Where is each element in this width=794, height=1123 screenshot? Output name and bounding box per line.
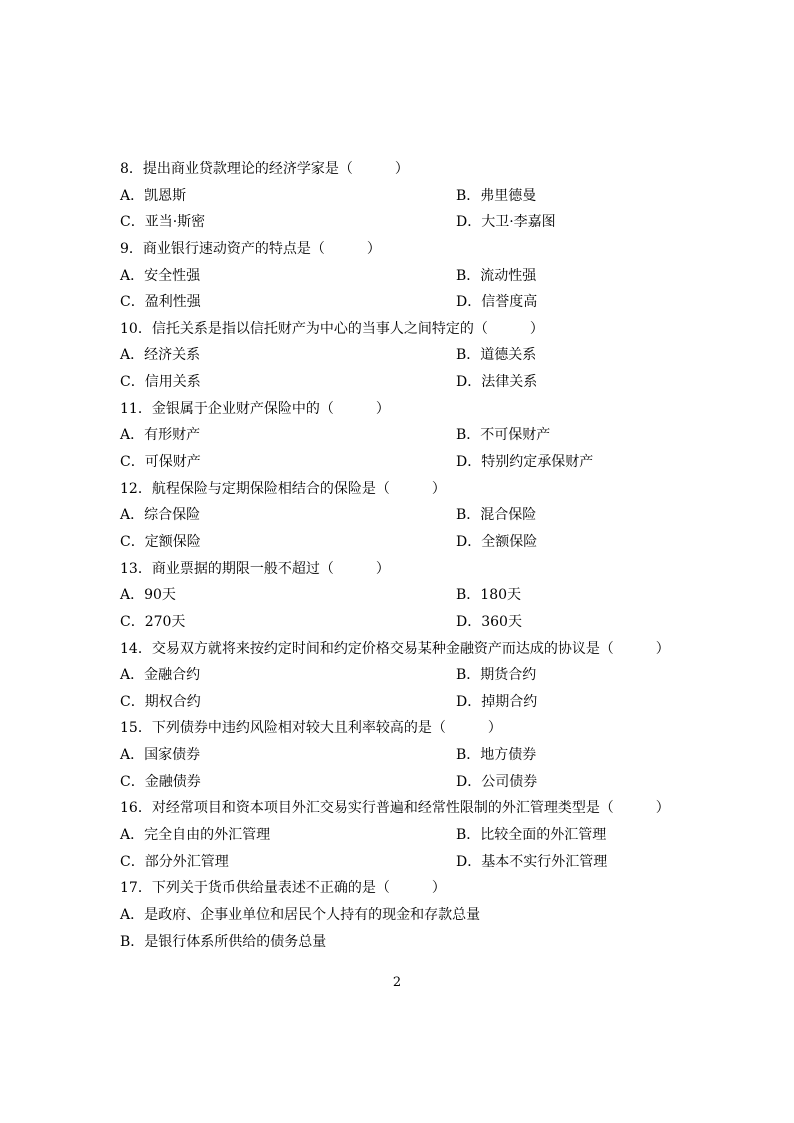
option-c: C．信用关系 <box>120 374 201 391</box>
option-row <box>120 849 680 876</box>
option-row <box>120 529 680 556</box>
option-b: B．混合保险 <box>456 507 537 524</box>
question-stem: 16．对经常项目和资本项目外汇交易实行普遍和经常性限制的外汇管理类型是（ ） <box>120 800 670 817</box>
option-row <box>120 183 680 210</box>
option-row <box>120 822 680 849</box>
question-stem: 17．下列关于货币供给量表述不正确的是（ ） <box>120 880 446 897</box>
option-d: D．特别约定承保财产 <box>456 454 594 471</box>
option-row <box>120 342 680 369</box>
option-c: C．部分外汇管理 <box>120 853 229 870</box>
option-row <box>120 609 680 636</box>
option-c: C．定额保险 <box>120 533 201 550</box>
question-stem: 10．信托关系是指以信托财产为中心的当事人之间特定的（ ） <box>120 320 544 337</box>
option-a: A．经济关系 <box>120 347 201 364</box>
option-a: A．凯恩斯 <box>120 187 187 204</box>
option-d: D．公司债券 <box>456 773 538 790</box>
option-b: B．比较全面的外汇管理 <box>456 827 607 844</box>
option-row <box>120 742 680 769</box>
question-stem: 8．提出商业贷款理论的经济学家是（ ） <box>120 161 409 177</box>
option-a: A．金融合约 <box>120 667 201 684</box>
page-number: 2 <box>392 975 402 990</box>
option-c: C．亚当·斯密 <box>120 214 206 231</box>
option-c: C．期权合约 <box>120 693 201 710</box>
exam-page-content <box>120 156 680 955</box>
option-row <box>120 209 680 236</box>
question-stem: 9．商业银行速动资产的特点是（ ） <box>120 240 381 257</box>
option-c: C．金融债券 <box>120 773 201 790</box>
option-b: B．流动性强 <box>456 267 537 284</box>
option-c: C．270天 <box>120 613 186 630</box>
option-d: D．信誉度高 <box>456 294 538 311</box>
option-d: D．法律关系 <box>456 374 538 391</box>
option-b: B．期货合约 <box>456 667 537 684</box>
option-c: C．盈利性强 <box>120 294 201 311</box>
option-b: B．是银行体系所供给的债务总量 <box>120 933 327 950</box>
option-row <box>120 289 680 316</box>
option-d: D．大卫·李嘉图 <box>456 214 556 231</box>
question-stem: 14．交易双方就将来按约定时间和约定价格交易某种金融资产而达成的协议是（ ） <box>120 640 670 657</box>
option-row <box>120 422 680 449</box>
option-row <box>120 902 680 929</box>
option-a: A．安全性强 <box>120 267 201 284</box>
option-row <box>120 769 680 796</box>
option-b: B．180天 <box>456 587 522 604</box>
option-row <box>120 369 680 396</box>
option-a: A．国家债券 <box>120 747 201 764</box>
option-a: A．完全自由的外汇管理 <box>120 827 271 844</box>
option-row <box>120 449 680 476</box>
option-a: A．90天 <box>120 587 176 604</box>
option-b: B．弗里德曼 <box>456 187 537 204</box>
option-row <box>120 929 680 956</box>
option-row <box>120 502 680 529</box>
option-row <box>120 263 680 290</box>
option-row <box>120 689 680 716</box>
option-d: D．360天 <box>456 613 522 630</box>
question-stem: 11．金银属于企业财产保险中的（ ） <box>120 400 390 417</box>
option-b: B．地方债券 <box>456 747 537 764</box>
option-d: D．掉期合约 <box>456 693 538 710</box>
option-d: D．全额保险 <box>456 533 538 550</box>
option-a: A．有形财产 <box>120 427 201 444</box>
question-stem: 15．下列债券中违约风险相对较大且利率较高的是（ ） <box>120 720 502 737</box>
option-b: B．道德关系 <box>456 347 537 364</box>
question-stem: 12．航程保险与定期保险相结合的保险是（ ） <box>120 480 446 497</box>
option-b: B．不可保财产 <box>456 427 551 444</box>
option-a: A．是政府、企事业单位和居民个人持有的现金和存款总量 <box>120 906 481 923</box>
option-row <box>120 662 680 689</box>
question-stem: 13．商业票据的期限一般不超过（ ） <box>120 560 390 577</box>
option-d: D．基本不实行外汇管理 <box>456 853 608 870</box>
option-row <box>120 582 680 609</box>
option-a: A．综合保险 <box>120 507 201 524</box>
option-c: C．可保财产 <box>120 454 201 471</box>
